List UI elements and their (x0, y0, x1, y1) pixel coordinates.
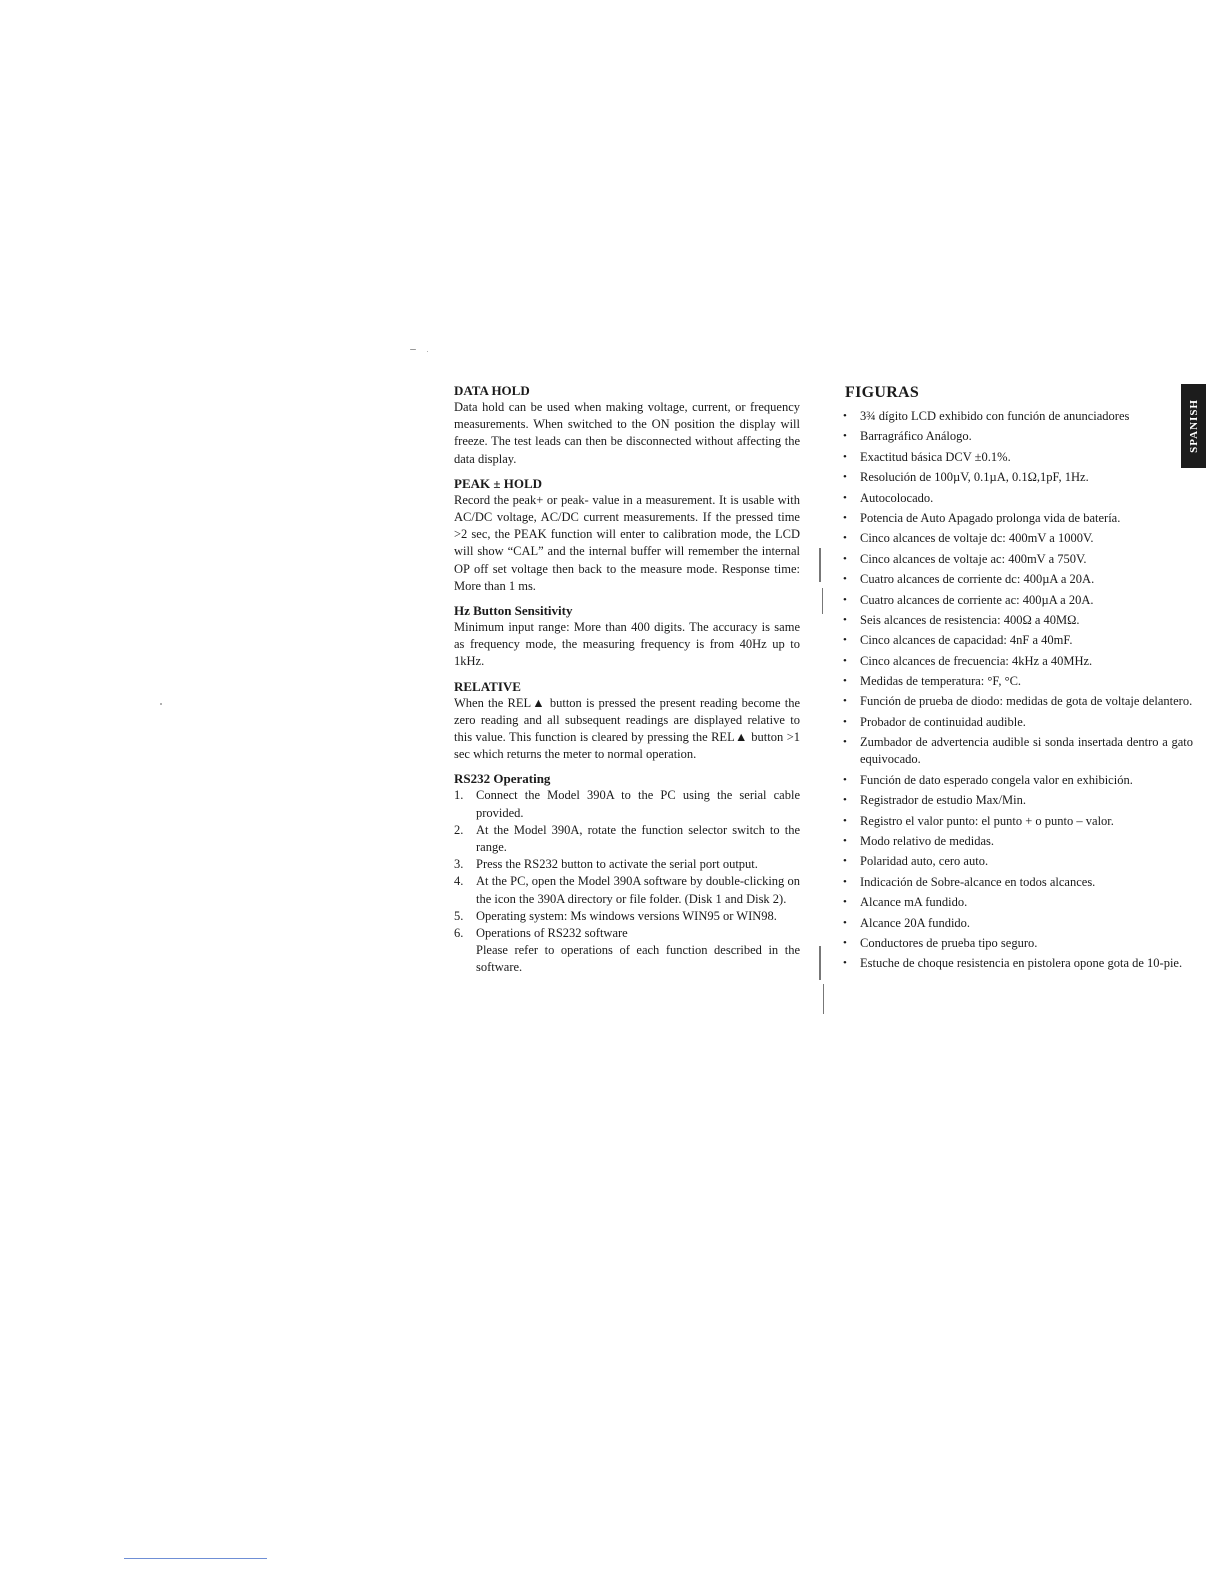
list-item (454, 822, 800, 856)
step-text: At the PC, open the Model 390A software by double-clicking on the icon the 390A directory or file folder. (Disk 1 and Disk 2). (476, 874, 800, 906)
rs232-steps (454, 787, 800, 976)
section-hz-button (454, 602, 800, 671)
section-peak-hold (454, 475, 800, 595)
scan-mark (819, 946, 821, 980)
list-item (454, 856, 800, 873)
language-tab-label: SPANISH (1187, 399, 1200, 453)
page-title: FIGURAS (845, 384, 920, 401)
list-item: • Función de dato esperado congela valor en exhibición. (843, 772, 1193, 789)
scan-mark (819, 548, 821, 582)
list-item: • Alcance mA fundido. (843, 894, 1193, 911)
list-item: • Registro el valor punto: el punto + o punto – valor. (843, 813, 1193, 830)
scan-speck (427, 351, 428, 352)
step-text: Connect the Model 390A to the PC using the serial cable provided. (476, 788, 800, 820)
list-item: • Zumbador de advertencia audible si sonda insertada dentro a gato equivocado. (843, 734, 1193, 768)
step-number: 4. (454, 874, 464, 889)
right-column (843, 382, 1193, 976)
step-number: 5. (454, 908, 464, 923)
list-item: • Autocolocado. (843, 490, 1193, 507)
scan-speck (410, 349, 416, 350)
list-item: • Exactitud básica DCV ±0.1%. (843, 449, 1193, 466)
section-text: When the REL▲ button is pressed the present reading become the zero reading and all subsequent readings are displayed relative to this value. This function is cleared by pressing the REL▲ button >1 sec which returns the meter to normal operation. (454, 695, 800, 762)
section-heading: Hz Button Sensitivity (454, 603, 573, 619)
list-item: • Probador de continuidad audible. (843, 714, 1193, 731)
step-text: At the Model 390A, rotate the function selector switch to the range. (476, 822, 800, 855)
list-item: • Indicación de Sobre-alcance en todos alcances. (843, 874, 1193, 891)
list-item (454, 925, 800, 942)
features-list (843, 408, 1193, 973)
list-item (454, 787, 800, 821)
list-item: • Función de prueba de diodo: medidas de gota de voltaje delantero. (843, 693, 1193, 710)
step-text: Operations of RS232 software (476, 926, 628, 941)
list-item: • Medidas de temperatura: °F, °C. (843, 673, 1193, 690)
list-item: • Cinco alcances de voltaje ac: 400mV a 750V. (843, 551, 1193, 568)
list-item (454, 873, 800, 907)
list-item: • Cinco alcances de capacidad: 4nF a 40mF. (843, 632, 1193, 649)
section-heading: PEAK ± HOLD (454, 475, 543, 491)
list-item: • Polaridad auto, cero auto. (843, 853, 1193, 870)
list-item: • 3¾ dígito LCD exhibido con función de anunciadores (843, 408, 1193, 425)
step-number: 6. (454, 926, 464, 941)
list-item (454, 942, 800, 976)
section-text: Data hold can be used when making voltage, current, or frequency measurements. When switched to the ON position the display will freeze. The test leads can then be disconnected without affecting the data display. (454, 400, 800, 466)
list-item: • Cinco alcances de frecuencia: 4kHz a 40MHz. (843, 653, 1193, 670)
scan-speck (160, 703, 162, 705)
section-text: Record the peak+ or peak- value in a measurement. It is usable with AC/DC voltage, AC/DC current measurements. If the pressed time >2 sec, the PEAK function will enter to calibration mode, the LCD will show “CAL” and the internal buffer will remember the internal OP off set voltage then back to the measure mode. Response time: More than 1 ms. (454, 492, 800, 593)
language-tab (1181, 384, 1206, 468)
list-item: • Barragráfico Análogo. (843, 428, 1193, 445)
scan-mark (823, 984, 824, 1014)
list-item: • Seis alcances de resistencia: 400Ω a 40MΩ. (843, 612, 1193, 629)
list-item: • Cuatro alcances de corriente dc: 400µA a 20A. (843, 571, 1193, 588)
section-text: Minimum input range: More than 400 digits. The accuracy is same as frequency mode, the measuring frequency is from 40Hz up to 1kHz. (454, 620, 800, 669)
list-item: • Conductores de prueba tipo seguro. (843, 935, 1193, 952)
list-item: • Alcance 20A fundido. (843, 915, 1193, 932)
step-number: 1. (454, 788, 464, 803)
section-heading: DATA HOLD (454, 383, 530, 398)
step-text: Press the RS232 button to activate the serial port output. (476, 857, 758, 872)
list-item: • Potencia de Auto Apagado prolonga vida de batería. (843, 510, 1193, 527)
section-heading: RELATIVE (454, 678, 521, 694)
step-text: Operating system: Ms windows versions WIN95 or WIN98. (476, 908, 777, 923)
section-relative (454, 678, 800, 764)
section-data-hold (454, 382, 800, 468)
section-rs232 (454, 770, 800, 976)
list-item: • Cinco alcances de voltaje dc: 400mV a 1000V. (843, 530, 1193, 547)
left-column (454, 382, 800, 977)
list-item: • Resolución de 100µV, 0.1µA, 0.1Ω,1pF, 1Hz. (843, 469, 1193, 486)
list-item: • Registrador de estudio Max/Min. (843, 792, 1193, 809)
footer-line (124, 1558, 267, 1559)
step-number: 2. (454, 822, 464, 837)
step-note: Please refer to operations of each function described in the software. (476, 943, 800, 975)
scan-mark (822, 588, 823, 614)
list-item (454, 908, 800, 925)
list-item: • Estuche de choque resistencia en pistolera opone gota de 10-pie. (843, 955, 1193, 972)
list-item: • Cuatro alcances de corriente ac: 400µA a 20A. (843, 592, 1193, 609)
section-heading: RS232 Operating (454, 771, 551, 787)
step-number: 3. (454, 857, 464, 872)
list-item: • Modo relativo de medidas. (843, 833, 1193, 850)
